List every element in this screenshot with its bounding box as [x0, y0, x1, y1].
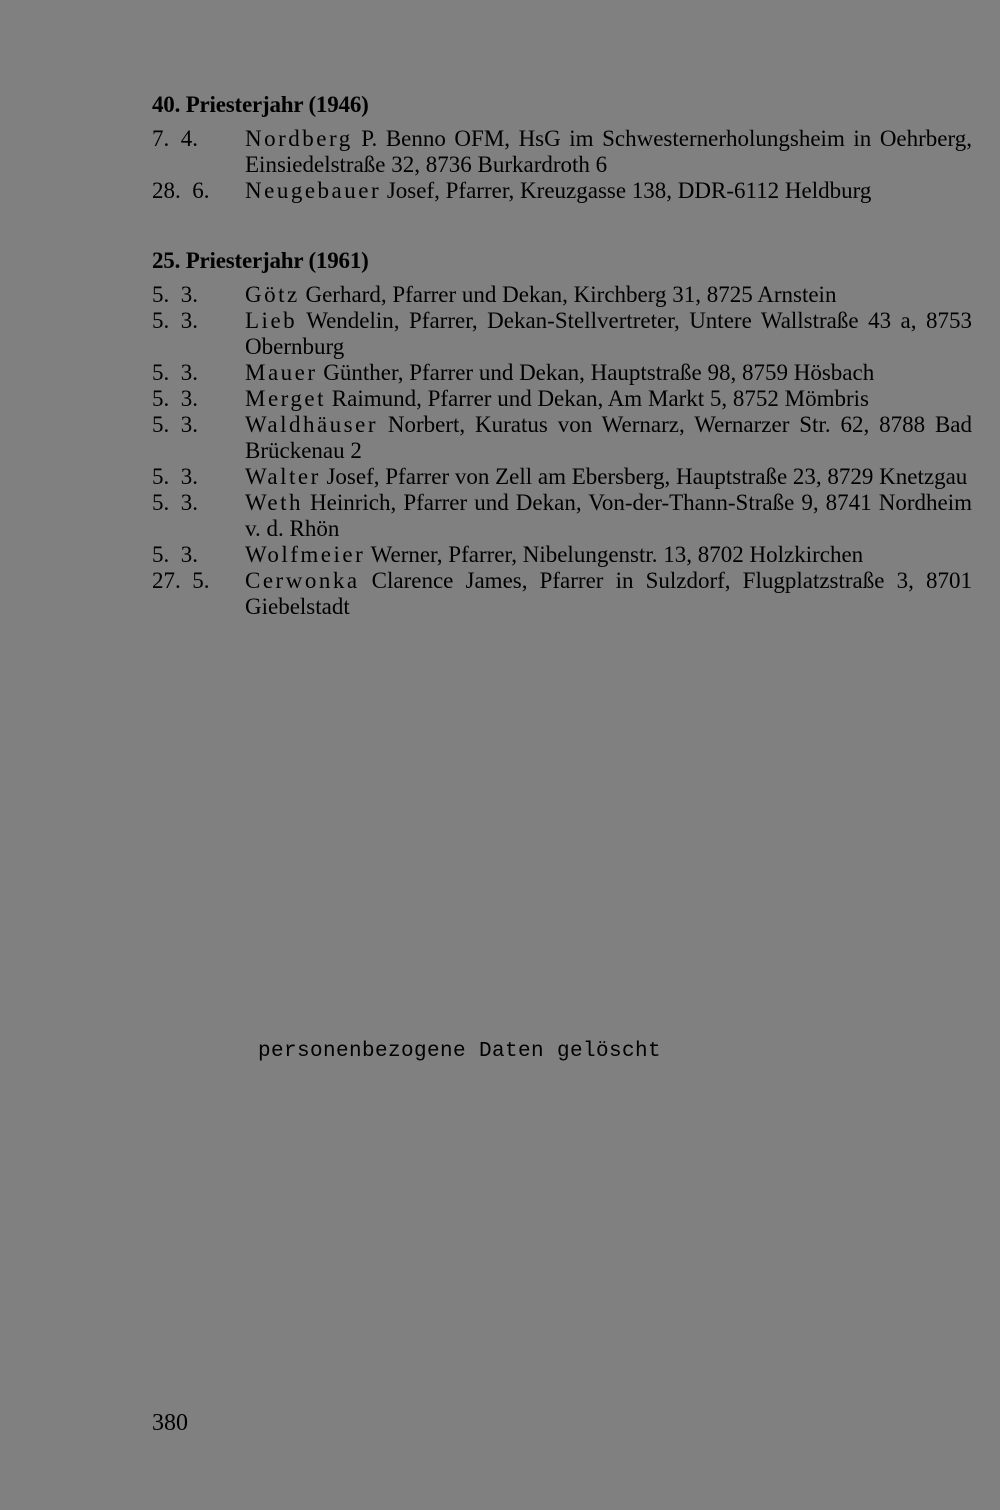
- list-item: [152, 542, 972, 568]
- entry-text: Clarence James, Pfarrer in Sulzdorf, Flugplatzstraße 3, 8701 Giebelstadt: [245, 568, 972, 619]
- list-item: [152, 412, 972, 464]
- entry-name: Nordberg: [245, 126, 353, 151]
- entry-body: [245, 178, 972, 204]
- entry-text: Wendelin, Pfarrer, Dekan-Stellvertreter, Untere Wallstraße 43 a, 8753 Obernburg: [245, 308, 972, 359]
- entry-name: Lieb: [245, 308, 298, 333]
- entry-body: [245, 360, 972, 386]
- list-item: [152, 568, 972, 620]
- list-item: [152, 178, 972, 204]
- entry-body: [245, 568, 972, 620]
- entry-text: Heinrich, Pfarrer und Dekan, Von-der-Thann-Straße 9, 8741 Nordheim v. d. Rhön: [245, 490, 972, 541]
- entry-text: Josef, Pfarrer, Kreuzgasse 138, DDR-6112 Heldburg: [381, 178, 872, 203]
- entry-name: Cerwonka: [245, 568, 360, 593]
- entry-date: 5. 3.: [152, 542, 198, 567]
- entry-name: Walter: [245, 464, 321, 489]
- redaction-note: personenbezogene Daten gelöscht: [258, 1040, 662, 1063]
- entry-text: Werner, Pfarrer, Nibelungenstr. 13, 8702 Holzkirchen: [365, 542, 864, 567]
- entry-text: Gerhard, Pfarrer und Dekan, Kirchberg 31, 8725 Arnstein: [299, 282, 837, 307]
- entry-body: [245, 490, 972, 542]
- list-item: [152, 386, 972, 412]
- entry-date: 28. 6.: [152, 178, 210, 203]
- entry-date: 7. 4.: [152, 126, 198, 151]
- list-item: [152, 282, 972, 308]
- entry-body: [245, 282, 972, 308]
- entry-name: Götz: [245, 282, 300, 307]
- entry-date: 5. 3.: [152, 360, 198, 385]
- entry-name: Weth: [245, 490, 303, 515]
- entry-body: [245, 412, 972, 464]
- entry-date: 5. 3.: [152, 464, 198, 489]
- entry-name: Neugebauer: [245, 178, 382, 203]
- section-25-priesterjahr: [152, 248, 972, 620]
- entry-body: [245, 308, 972, 360]
- entry-text: Norbert, Kuratus von Wernarz, Wernarzer Str. 62, 8788 Bad Brückenau 2: [245, 412, 972, 463]
- entry-name: Waldhäuser: [245, 412, 378, 437]
- entry-date: 5. 3.: [152, 282, 198, 307]
- entry-name: Mauer: [245, 360, 318, 385]
- section-heading: 25. Priesterjahr (1961): [152, 248, 369, 273]
- list-item: [152, 360, 972, 386]
- entry-body: [245, 386, 972, 412]
- entry-body: [245, 464, 972, 490]
- entry-body: [245, 542, 972, 568]
- entry-name: Merget: [245, 386, 327, 411]
- list-item: [152, 308, 972, 360]
- list-item: [152, 490, 972, 542]
- entry-text: P. Benno OFM, HsG im Schwesternerholungsheim in Oehrberg, Einsiedelstraße 32, 8736 Burkardroth 6: [245, 126, 972, 177]
- list-item: [152, 126, 972, 178]
- entry-text: Raimund, Pfarrer und Dekan, Am Markt 5, 8752 Mömbris: [326, 386, 869, 411]
- entry-date: 5. 3.: [152, 412, 198, 437]
- entry-date: 27. 5.: [152, 568, 210, 593]
- entry-date: 5. 3.: [152, 490, 198, 515]
- entry-text: Josef, Pfarrer von Zell am Ebersberg, Hauptstraße 23, 8729 Knetzgau: [320, 464, 968, 489]
- entry-date: 5. 3.: [152, 308, 198, 333]
- section-heading: 40. Priesterjahr (1946): [152, 92, 369, 117]
- entry-body: [245, 126, 972, 178]
- section-40-priesterjahr: [152, 92, 972, 204]
- entry-name: Wolfmeier: [245, 542, 366, 567]
- list-item: [152, 464, 972, 490]
- page-number: 380: [152, 1410, 188, 1436]
- entry-text: Günther, Pfarrer und Dekan, Hauptstraße 98, 8759 Hösbach: [317, 360, 875, 385]
- entry-date: 5. 3.: [152, 386, 198, 411]
